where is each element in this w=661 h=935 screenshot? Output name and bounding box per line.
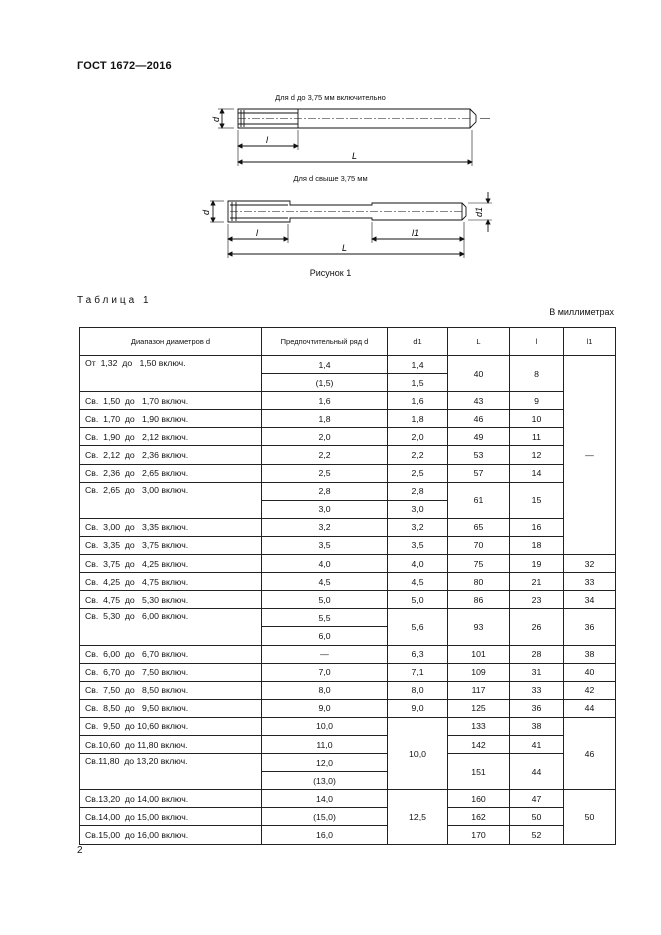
table-row: [80, 410, 616, 428]
cell-preferred: 9,0: [262, 699, 388, 717]
cell-L: 142: [448, 735, 510, 753]
cell-d1: 5,6: [388, 609, 448, 645]
dimensions-table: [79, 327, 616, 845]
cell-preferred: 10,0: [262, 717, 388, 735]
cell-preferred: 7,0: [262, 663, 388, 681]
cell-d1: 1,8: [388, 410, 448, 428]
figure-caption-large-diameter: Для d свыше 3,75 мм: [293, 174, 368, 183]
label-d-small: d: [211, 116, 221, 122]
table-row: [80, 356, 616, 374]
table-row: [80, 392, 616, 410]
cell-d1: 3,0: [388, 500, 448, 518]
cell-L: 61: [448, 482, 510, 518]
cell-d1: 3,2: [388, 518, 448, 536]
label-d1-large: d1: [474, 206, 484, 217]
cell-l: 10: [510, 410, 564, 428]
page-number: 2: [77, 845, 83, 856]
cell-L: 93: [448, 609, 510, 645]
table-row: [80, 536, 616, 554]
cell-L: 49: [448, 428, 510, 446]
cell-d1: 4,0: [388, 555, 448, 573]
cell-L: 70: [448, 536, 510, 554]
cell-l: 8: [510, 356, 564, 392]
cell-preferred: 1,8: [262, 410, 388, 428]
cell-range: Св. 8,50 до 9,50 включ.: [80, 699, 262, 717]
cell-preferred: 6,0: [262, 627, 388, 645]
table-row: [80, 699, 616, 717]
cell-range: Св.14,00 до 15,00 включ.: [80, 808, 262, 826]
table-title: Таблица 1: [77, 295, 152, 306]
cell-preferred: 3,0: [262, 500, 388, 518]
cell-L: 46: [448, 410, 510, 428]
cell-d1: 9,0: [388, 699, 448, 717]
table-row: [80, 735, 616, 753]
cell-d1: 5,0: [388, 591, 448, 609]
cell-range: Св.11,80 до 13,20 включ.: [80, 754, 262, 790]
cell-d1: 8,0: [388, 681, 448, 699]
cell-l: 9: [510, 392, 564, 410]
cell-preferred: 4,0: [262, 555, 388, 573]
table-row: [80, 609, 616, 627]
cell-d1: 1,4: [388, 356, 448, 374]
cell-d1: 10,0: [388, 717, 448, 789]
cell-preferred: 11,0: [262, 735, 388, 753]
cell-L: 133: [448, 717, 510, 735]
cell-range: Св. 9,50 до 10,60 включ.: [80, 717, 262, 735]
cell-preferred: 2,0: [262, 428, 388, 446]
cell-L: 162: [448, 808, 510, 826]
table-row: [80, 790, 616, 808]
cell-d1: 2,0: [388, 428, 448, 446]
cell-preferred: 4,5: [262, 573, 388, 591]
cell-l: 11: [510, 428, 564, 446]
cell-preferred: (15,0): [262, 808, 388, 826]
cell-l1: 50: [564, 790, 616, 844]
cell-range: Св.15,00 до 16,00 включ.: [80, 826, 262, 844]
table-row: [80, 555, 616, 573]
cell-l: 21: [510, 573, 564, 591]
cell-L: 57: [448, 464, 510, 482]
cell-l: 50: [510, 808, 564, 826]
cell-L: 40: [448, 356, 510, 392]
document-code: ГОСТ 1672—2016: [77, 60, 172, 72]
table-row: [80, 754, 616, 772]
table-row: [80, 573, 616, 591]
cell-l: 52: [510, 826, 564, 844]
cell-l: 38: [510, 717, 564, 735]
cell-l: 47: [510, 790, 564, 808]
header-L: L: [448, 328, 510, 356]
cell-preferred: 2,5: [262, 464, 388, 482]
table-row: [80, 428, 616, 446]
table-row: [80, 482, 616, 500]
cell-L: 170: [448, 826, 510, 844]
cell-d1: 7,1: [388, 663, 448, 681]
cell-L: 80: [448, 573, 510, 591]
cell-preferred: 3,2: [262, 518, 388, 536]
cell-l1-dash: —: [564, 356, 616, 555]
cell-l1: 42: [564, 681, 616, 699]
cell-l: 16: [510, 518, 564, 536]
cell-preferred: (1,5): [262, 374, 388, 392]
cell-range: Св.10,60 до 11,80 включ.: [80, 735, 262, 753]
cell-preferred: 16,0: [262, 826, 388, 844]
header-d1: d1: [388, 328, 448, 356]
cell-L: 160: [448, 790, 510, 808]
cell-range: Св. 6,00 до 6,70 включ.: [80, 645, 262, 663]
cell-l: 12: [510, 446, 564, 464]
cell-range: Св. 1,90 до 2,12 включ.: [80, 428, 262, 446]
cell-preferred: 5,0: [262, 591, 388, 609]
cell-range: Св. 4,25 до 4,75 включ.: [80, 573, 262, 591]
cell-L: 43: [448, 392, 510, 410]
table-header-row: [80, 328, 616, 356]
cell-L: 101: [448, 645, 510, 663]
cell-preferred: 2,8: [262, 482, 388, 500]
table-row: [80, 645, 616, 663]
cell-range: Св. 3,75 до 4,25 включ.: [80, 555, 262, 573]
cell-l: 41: [510, 735, 564, 753]
table-row: [80, 826, 616, 844]
cell-l: 26: [510, 609, 564, 645]
cell-d1: 1,6: [388, 392, 448, 410]
units-note: В миллиметрах: [549, 307, 614, 317]
figure-caption-small-diameter: Для d до 3,75 мм включительно: [275, 93, 386, 102]
cell-l: 14: [510, 464, 564, 482]
cell-L: 53: [448, 446, 510, 464]
cell-l1: 36: [564, 609, 616, 645]
cell-preferred: 5,5: [262, 609, 388, 627]
cell-L: 151: [448, 754, 510, 790]
table-row: [80, 518, 616, 536]
cell-l: 23: [510, 591, 564, 609]
label-L-large: L: [342, 243, 348, 253]
cell-L: 117: [448, 681, 510, 699]
label-l-large: l: [256, 228, 258, 238]
cell-d1: 6,3: [388, 645, 448, 663]
table-row: [80, 663, 616, 681]
header-l1: l1: [564, 328, 616, 356]
table-row: [80, 464, 616, 482]
cell-l1: 33: [564, 573, 616, 591]
cell-d1: 2,2: [388, 446, 448, 464]
cell-l1: 46: [564, 717, 616, 789]
cell-l: 19: [510, 555, 564, 573]
cell-l1: 34: [564, 591, 616, 609]
cell-d1: 1,5: [388, 374, 448, 392]
cell-range: Св. 2,65 до 3,00 включ.: [80, 482, 262, 518]
cell-range: Св.13,20 до 14,00 включ.: [80, 790, 262, 808]
cell-range: Св. 6,70 до 7,50 включ.: [80, 663, 262, 681]
cell-d1: 2,8: [388, 482, 448, 500]
cell-d1: 12,5: [388, 790, 448, 844]
cell-range: Св. 3,00 до 3,35 включ.: [80, 518, 262, 536]
cell-l: 15: [510, 482, 564, 518]
cell-range: От 1,32 до 1,50 включ.: [80, 356, 262, 392]
cell-l1: 40: [564, 663, 616, 681]
cell-L: 75: [448, 555, 510, 573]
cell-d1: 3,5: [388, 536, 448, 554]
label-l1-large: l1: [412, 228, 420, 238]
reamer-drawing: [0, 0, 661, 290]
cell-l: 28: [510, 645, 564, 663]
cell-l1: 44: [564, 699, 616, 717]
cell-l: 44: [510, 754, 564, 790]
figure-caption: Рисунок 1: [309, 268, 352, 278]
cell-range: Св. 1,70 до 1,90 включ.: [80, 410, 262, 428]
cell-range: Св. 3,35 до 3,75 включ.: [80, 536, 262, 554]
header-l: l: [510, 328, 564, 356]
cell-L: 109: [448, 663, 510, 681]
table-row: [80, 681, 616, 699]
cell-l1: 38: [564, 645, 616, 663]
cell-preferred: 8,0: [262, 681, 388, 699]
cell-range: Св. 1,50 до 1,70 включ.: [80, 392, 262, 410]
table-row: [80, 591, 616, 609]
cell-l: 33: [510, 681, 564, 699]
cell-preferred: —: [262, 645, 388, 663]
cell-L: 125: [448, 699, 510, 717]
header-range: Диапазон диаметров d: [80, 328, 262, 356]
cell-preferred: 1,6: [262, 392, 388, 410]
cell-preferred: 2,2: [262, 446, 388, 464]
label-L-small: L: [352, 151, 358, 161]
cell-l: 18: [510, 536, 564, 554]
cell-L: 65: [448, 518, 510, 536]
cell-preferred: 14,0: [262, 790, 388, 808]
cell-l: 36: [510, 699, 564, 717]
cell-range: Св. 2,36 до 2,65 включ.: [80, 464, 262, 482]
cell-preferred: 3,5: [262, 536, 388, 554]
label-l-small: l: [266, 135, 268, 145]
table-row: [80, 717, 616, 735]
cell-L: 86: [448, 591, 510, 609]
cell-preferred: 12,0: [262, 754, 388, 772]
table-row: [80, 446, 616, 464]
cell-range: Св. 7,50 до 8,50 включ.: [80, 681, 262, 699]
cell-l: 31: [510, 663, 564, 681]
large-reamer-drawing: [210, 192, 492, 258]
cell-range: Св. 4,75 до 5,30 включ.: [80, 591, 262, 609]
cell-d1: 2,5: [388, 464, 448, 482]
header-preferred: Предпочтительный ряд d: [262, 328, 388, 356]
table-row: [80, 808, 616, 826]
cell-preferred: 1,4: [262, 356, 388, 374]
label-d-large: d: [201, 209, 211, 215]
cell-range: Св. 2,12 до 2,36 включ.: [80, 446, 262, 464]
cell-l1: 32: [564, 555, 616, 573]
cell-d1: 4,5: [388, 573, 448, 591]
cell-preferred: (13,0): [262, 772, 388, 790]
cell-range: Св. 5,30 до 6,00 включ.: [80, 609, 262, 645]
